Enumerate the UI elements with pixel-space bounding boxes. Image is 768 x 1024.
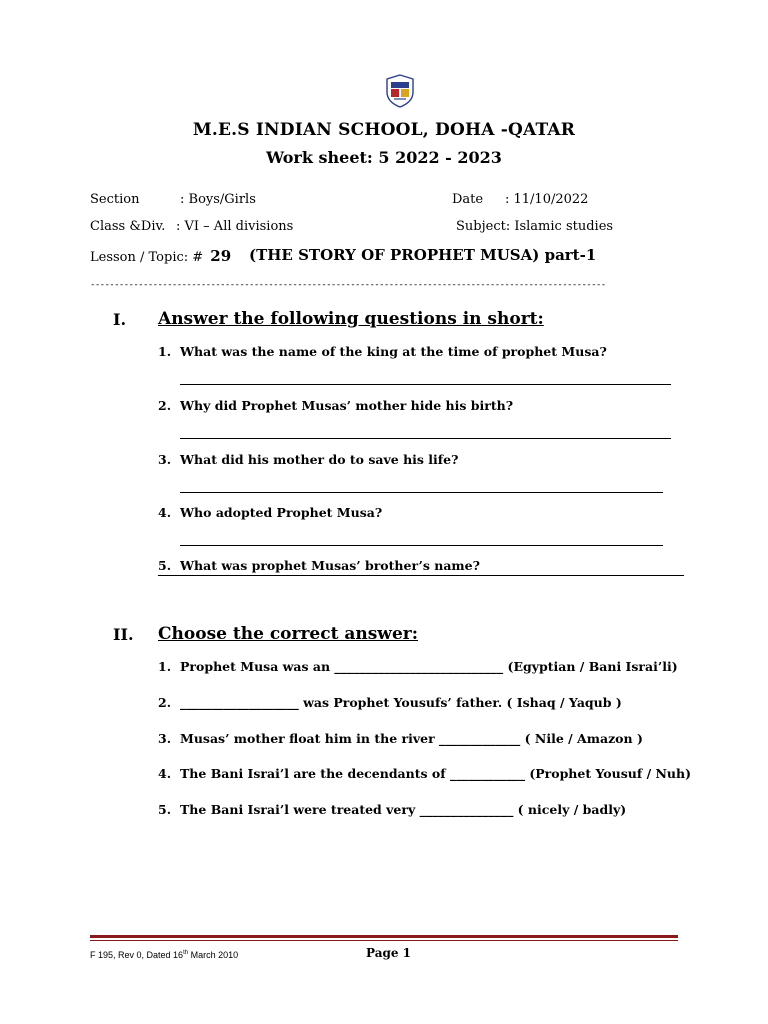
s1-answer-line-4[interactable] [180, 545, 663, 546]
class-value: : VI – All divisions [176, 219, 294, 234]
s1-question-5: 5. What was prophet Musas’ brother’s name? [158, 558, 480, 573]
footer-rule-thin [90, 940, 678, 941]
section1-title: Answer the following questions in short: [158, 309, 544, 329]
date-label: Date [452, 192, 484, 207]
section2-number: II. [113, 625, 134, 644]
s1-question-1: 1. What was the name of the king at the time of prophet Musa? [158, 344, 607, 359]
lesson-title: (THE STORY OF PROPHET MUSA) part-1 [249, 246, 597, 264]
section2-title: Choose the correct answer: [158, 624, 418, 644]
s1-question-2: 2. Why did Prophet Musas’ mother hide his birth? [158, 398, 514, 413]
lesson-label: Lesson / Topic: # [90, 250, 204, 265]
class-label: Class &Div. [90, 219, 166, 234]
s2-question-3: 3. Musas’ mother float him in the river _____________ ( Nile / Amazon ) [158, 731, 643, 746]
form-reference: F 195, Rev 0, Dated 16th March 2010 [90, 950, 239, 960]
s1-answer-line-1[interactable] [180, 384, 671, 385]
s2-question-2: 2. ___________________ was Prophet Yousufs’ father. ( Ishaq / Yaqub ) [158, 695, 622, 710]
s1-answer-line-2[interactable] [180, 438, 671, 439]
s2-question-5: 5. The Bani Israi’l were treated very _______________ ( nicely / badly) [158, 802, 627, 817]
s1-answer-line-5[interactable] [158, 575, 684, 576]
school-logo-icon [386, 74, 414, 108]
subject: Subject: Islamic studies [456, 219, 614, 234]
section-value: : Boys/Girls [180, 192, 256, 207]
section1-number: I. [113, 310, 127, 329]
footer-rule-thick [90, 935, 678, 938]
s1-answer-line-3[interactable] [180, 492, 663, 493]
page-number: Page 1 [366, 946, 412, 960]
lesson-row [90, 246, 231, 265]
date-value: : 11/10/2022 [505, 192, 589, 207]
s2-question-4: 4. The Bani Israi’l are the decendants of ____________ (Prophet Yousuf / Nuh) [158, 766, 692, 781]
s1-question-4: 4. Who adopted Prophet Musa? [158, 505, 383, 520]
section-label: Section [90, 192, 140, 207]
school-name: M.E.S INDIAN SCHOOL, DOHA -QATAR [192, 120, 576, 140]
s2-question-1: 1. Prophet Musa was an ___________________________ (Egyptian / Bani Israi’li) [158, 659, 678, 674]
divider-line: ----------------------------------------------------------------------------------------------------------- [90, 280, 606, 290]
worksheet-title: Work sheet: 5 2022 - 2023 [266, 148, 502, 167]
s1-question-3: 3. What did his mother do to save his life? [158, 452, 459, 467]
lesson-number: 29 [210, 247, 232, 265]
